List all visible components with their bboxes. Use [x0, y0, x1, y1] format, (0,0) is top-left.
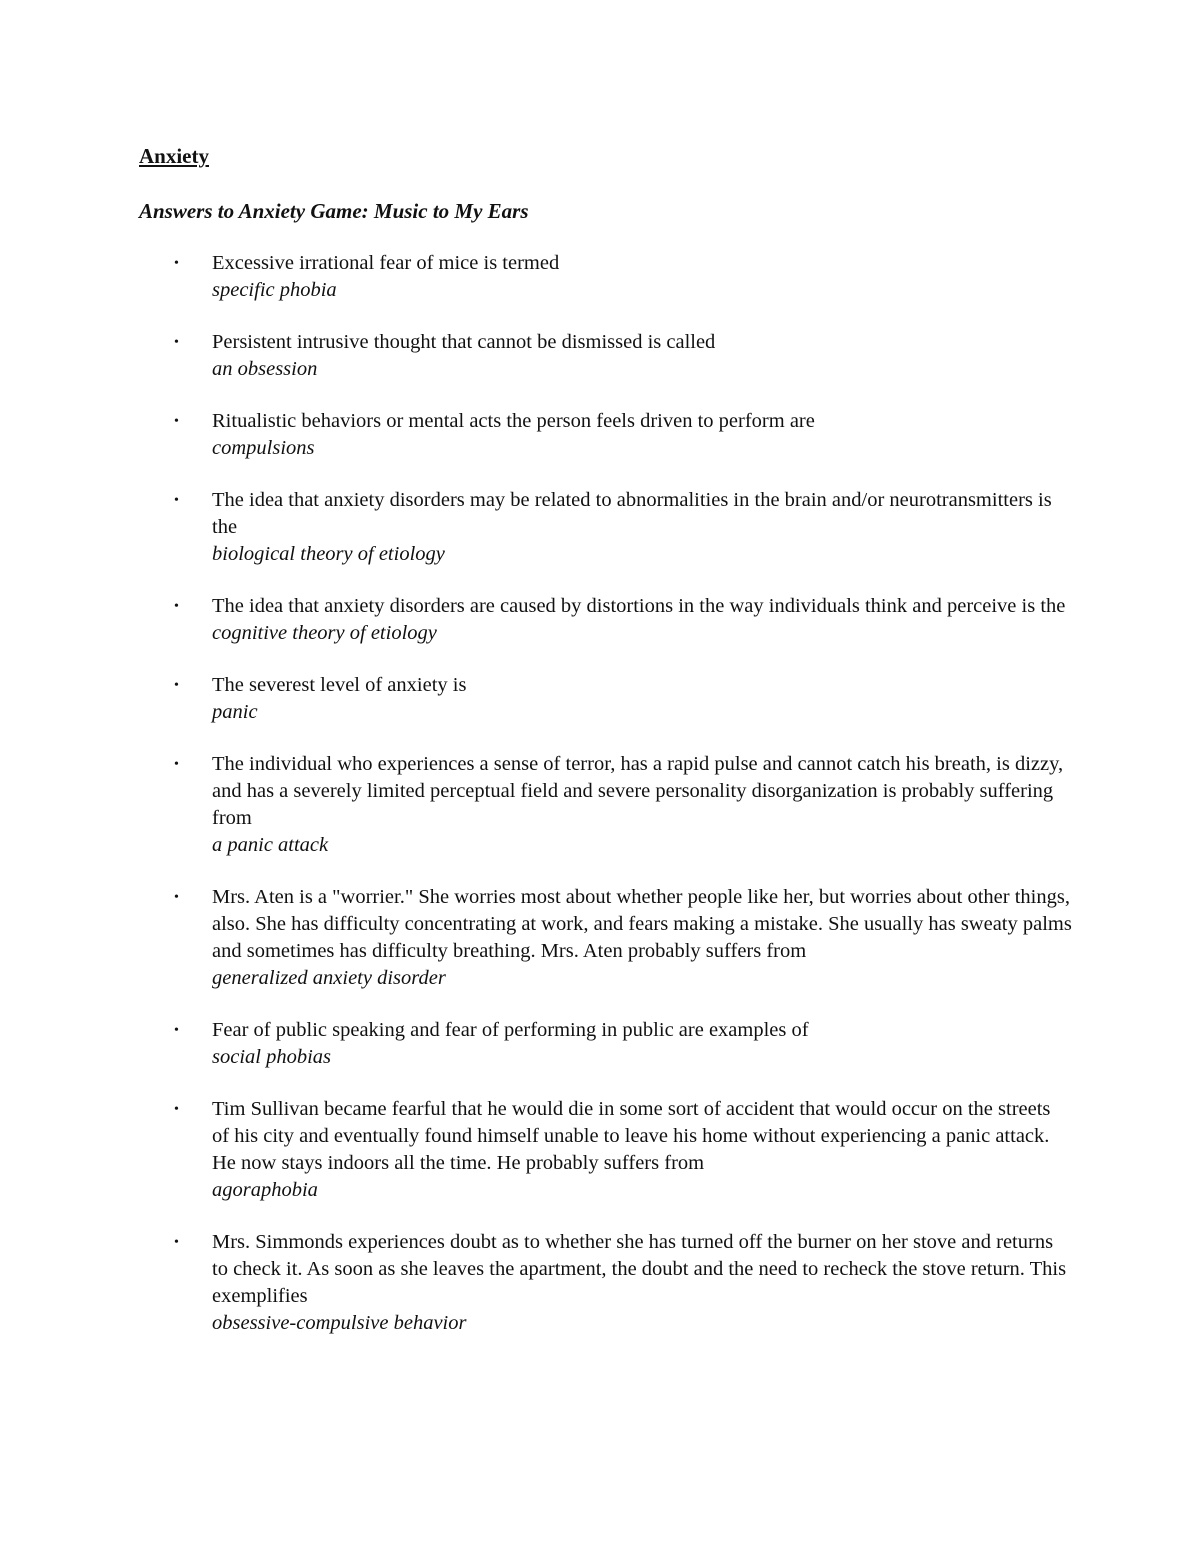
list-item — [174, 487, 1072, 568]
bullet-icon: • — [174, 678, 179, 693]
question-text: The individual who experiences a sense of terror, has a rapid pulse and cannot catch his breath, is dizzy, and has a severely limited perceptual field and severe personality disorganization is probably suffering from — [212, 753, 1064, 829]
bullet-icon: • — [174, 1102, 179, 1117]
question-text: Tim Sullivan became fearful that he would die in some sort of accident that would occur on the streets of his city and eventually found himself unable to leave his home without experiencing a panic attack. He now stays indoors all the time. He probably suffers from — [212, 1098, 1051, 1174]
list-item — [174, 1229, 1072, 1337]
answer-text: a panic attack — [212, 834, 329, 856]
question-text: The idea that anxiety disorders are caused by distortions in the way individuals think and perceive is the — [212, 595, 1066, 617]
answer-text: obsessive-compulsive behavior — [212, 1312, 467, 1334]
question-text: Excessive irrational fear of mice is termed — [212, 252, 560, 274]
question-text: Fear of public speaking and fear of performing in public are examples of — [212, 1019, 809, 1041]
question-answer-list — [174, 250, 1072, 1362]
list-item — [174, 593, 1072, 647]
bullet-icon: • — [174, 1023, 179, 1038]
question-text: Ritualistic behaviors or mental acts the person feels driven to perform are — [212, 410, 815, 432]
list-item — [174, 329, 1072, 383]
list-item — [174, 408, 1072, 462]
answer-text: biological theory of etiology — [212, 543, 445, 565]
page-title: Anxiety — [139, 144, 209, 168]
bullet-icon: • — [174, 890, 179, 905]
question-text: The severest level of anxiety is — [212, 674, 467, 696]
answer-text: panic — [212, 701, 258, 723]
bullet-icon: • — [174, 1235, 179, 1250]
answer-text: cognitive theory of etiology — [212, 622, 437, 644]
answer-text: agoraphobia — [212, 1179, 318, 1201]
bullet-icon: • — [174, 256, 179, 271]
list-item — [174, 1096, 1072, 1204]
question-text: Persistent intrusive thought that cannot be dismissed is called — [212, 331, 716, 353]
answer-text: generalized anxiety disorder — [212, 967, 446, 989]
question-text: Mrs. Aten is a "worrier." She worries most about whether people like her, but worries about other things, also. She has difficulty concentrating at work, and fears making a mistake. She usually has sweaty palms and sometimes has difficulty breathing. Mrs. Aten probably suffers from — [212, 886, 1072, 962]
list-item — [174, 672, 1072, 726]
answer-text: social phobias — [212, 1046, 332, 1068]
list-item — [174, 1017, 1072, 1071]
list-item — [174, 884, 1072, 992]
bullet-icon: • — [174, 599, 179, 614]
answer-text: compulsions — [212, 437, 315, 459]
bullet-icon: • — [174, 493, 179, 508]
answer-text: an obsession — [212, 358, 318, 380]
list-item — [174, 751, 1072, 859]
bullet-icon: • — [174, 414, 179, 429]
page-subtitle: Answers to Anxiety Game: Music to My Ears — [139, 199, 529, 223]
answer-text: specific phobia — [212, 279, 337, 301]
bullet-icon: • — [174, 335, 179, 350]
question-text: The idea that anxiety disorders may be related to abnormalities in the brain and/or neurotransmitters is the — [212, 489, 1052, 538]
question-text: Mrs. Simmonds experiences doubt as to whether she has turned off the burner on her stove and returns to check it. As soon as she leaves the apartment, the doubt and the need to recheck the stove return. This exemplifies — [212, 1231, 1067, 1307]
bullet-icon: • — [174, 757, 179, 772]
list-item — [174, 250, 1072, 304]
